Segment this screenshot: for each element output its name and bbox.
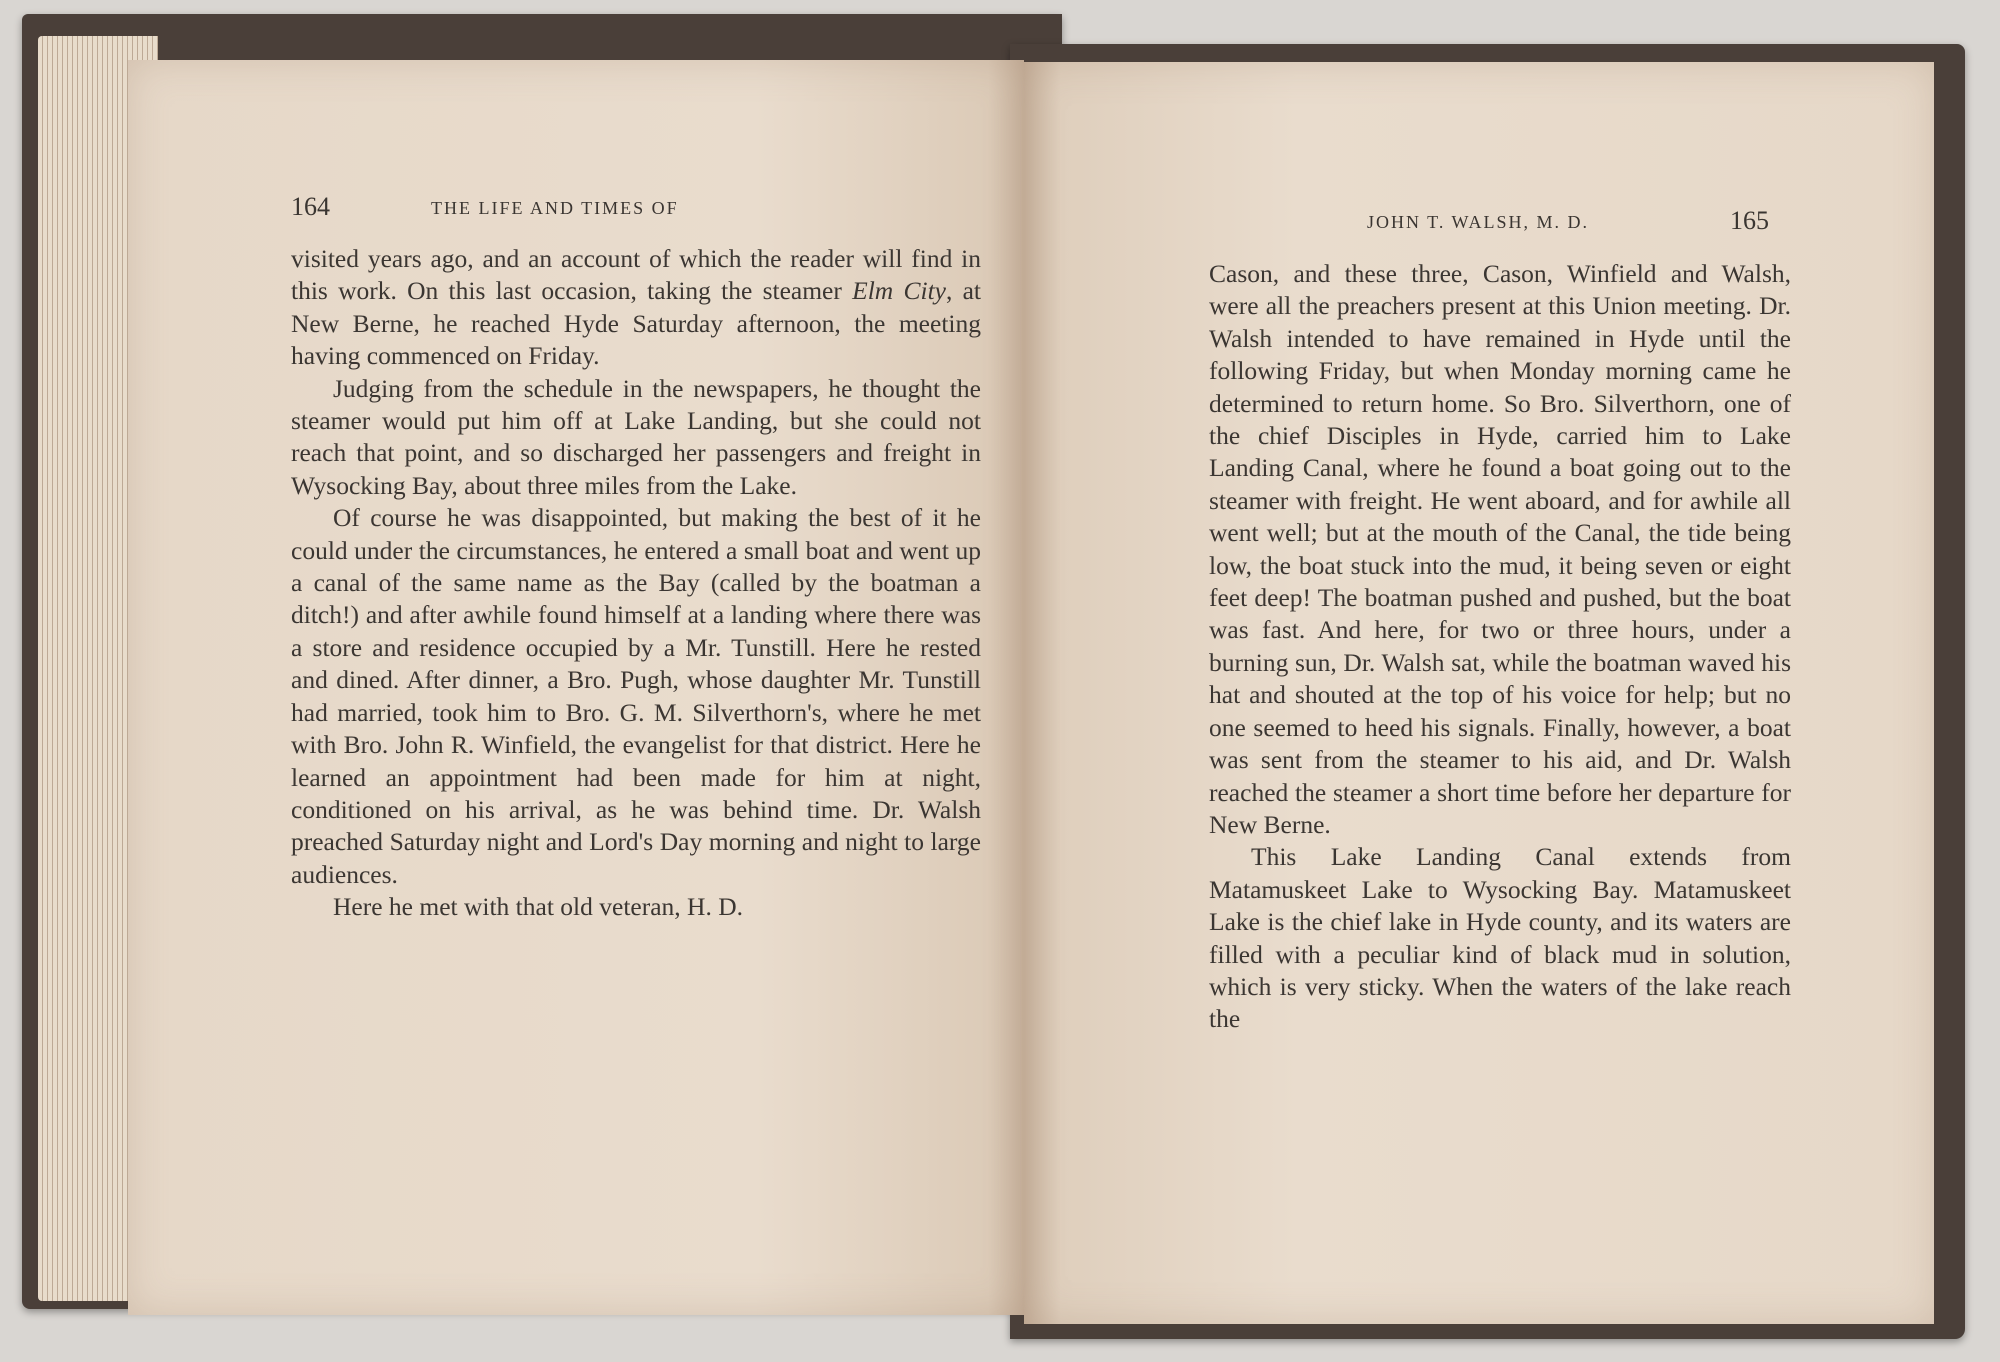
ship-name-italic: Elm City <box>852 276 946 306</box>
right-page <box>1024 62 1934 1324</box>
paragraph: Judging from the schedule in the newspapers, he thought the steamer would put him off at Lake Landing, but she could not reach that point, and so discharged her passengers and freight in Wysocking Bay, about three miles from the Lake. <box>291 373 981 500</box>
paragraph: Cason, and these three, Cason, Winfield and Walsh, were all the preachers present at this Union meeting. Dr. Walsh intended to have remained in Hyde until the following Friday, but when Monday morning came he determined to return home. So Bro. Silverthorn, one of the chief Disciples in Hyde, carried him to Lake Landing Canal, where he found a boat going out to the steamer with freight. He went aboard, and for awhile all went well; but at the mouth of the Canal, the tide being low, the boat stuck into the mud, it being seven or eight feet deep! The boatman pushed and pushed, but the boat was fast. And here, for two or three hours, under a burning sun, Dr. Walsh sat, while the boatman waved his hat and shouted at the top of his voice for help; but no one seemed to heed his signals. Finally, however, a boat was sent from the steamer to his aid, and Dr. Walsh reached the steamer a short time before her departure for New Berne. <box>1209 259 1791 839</box>
paragraph: Here he met with that old veteran, H. D. <box>333 892 743 922</box>
right-page-text <box>1209 258 1791 1036</box>
paragraph: Of course he was disappointed, but making the best of it he could under the circumstances, he entered a small boat and went up a canal of the same name as the Bay (called by the boatman a ditch!) and after awhile found himself at a landing where there was a store and residence occupied by a Mr. Tunstill. Here he rested and dined. After dinner, a Bro. Pugh, whose daughter Mr. Tunstill had married, took him to Bro. G. M. Silverthorn's, where he met with Bro. John R. Winfield, the evangelist for that district. Here he learned an appointment had been made for him at night, conditioned on his arrival, as he was behind time. Dr. Walsh preached Saturday night and Lord's Day morning and night to large audiences. <box>291 503 981 889</box>
page-number-left: 164 <box>291 192 330 221</box>
running-head-left: THE LIFE AND TIMES OF <box>431 198 679 218</box>
left-page <box>128 60 1024 1315</box>
page-number-right: 165 <box>1730 206 1769 235</box>
paragraph <box>291 243 981 373</box>
paragraph-text: visited years ago, and an account of which the reader will find in this work. On this last occasion, taking the steamer <box>291 244 981 306</box>
running-head-right: JOHN T. WALSH, M. D. <box>1367 212 1590 232</box>
paragraph: This Lake Landing Canal extends from Matamuskeet Lake to Wysocking Bay. Matamuskeet Lake is the chief lake in Hyde county, and its waters are filled with a peculiar kind of black mud in solution, which is very sticky. When the waters of the lake reach the <box>1209 842 1791 1034</box>
left-page-text <box>291 243 981 924</box>
paragraph-text: , at New Berne, he reached Hyde Saturday afternoon, the meeting having commenced on Friday. <box>291 276 982 371</box>
